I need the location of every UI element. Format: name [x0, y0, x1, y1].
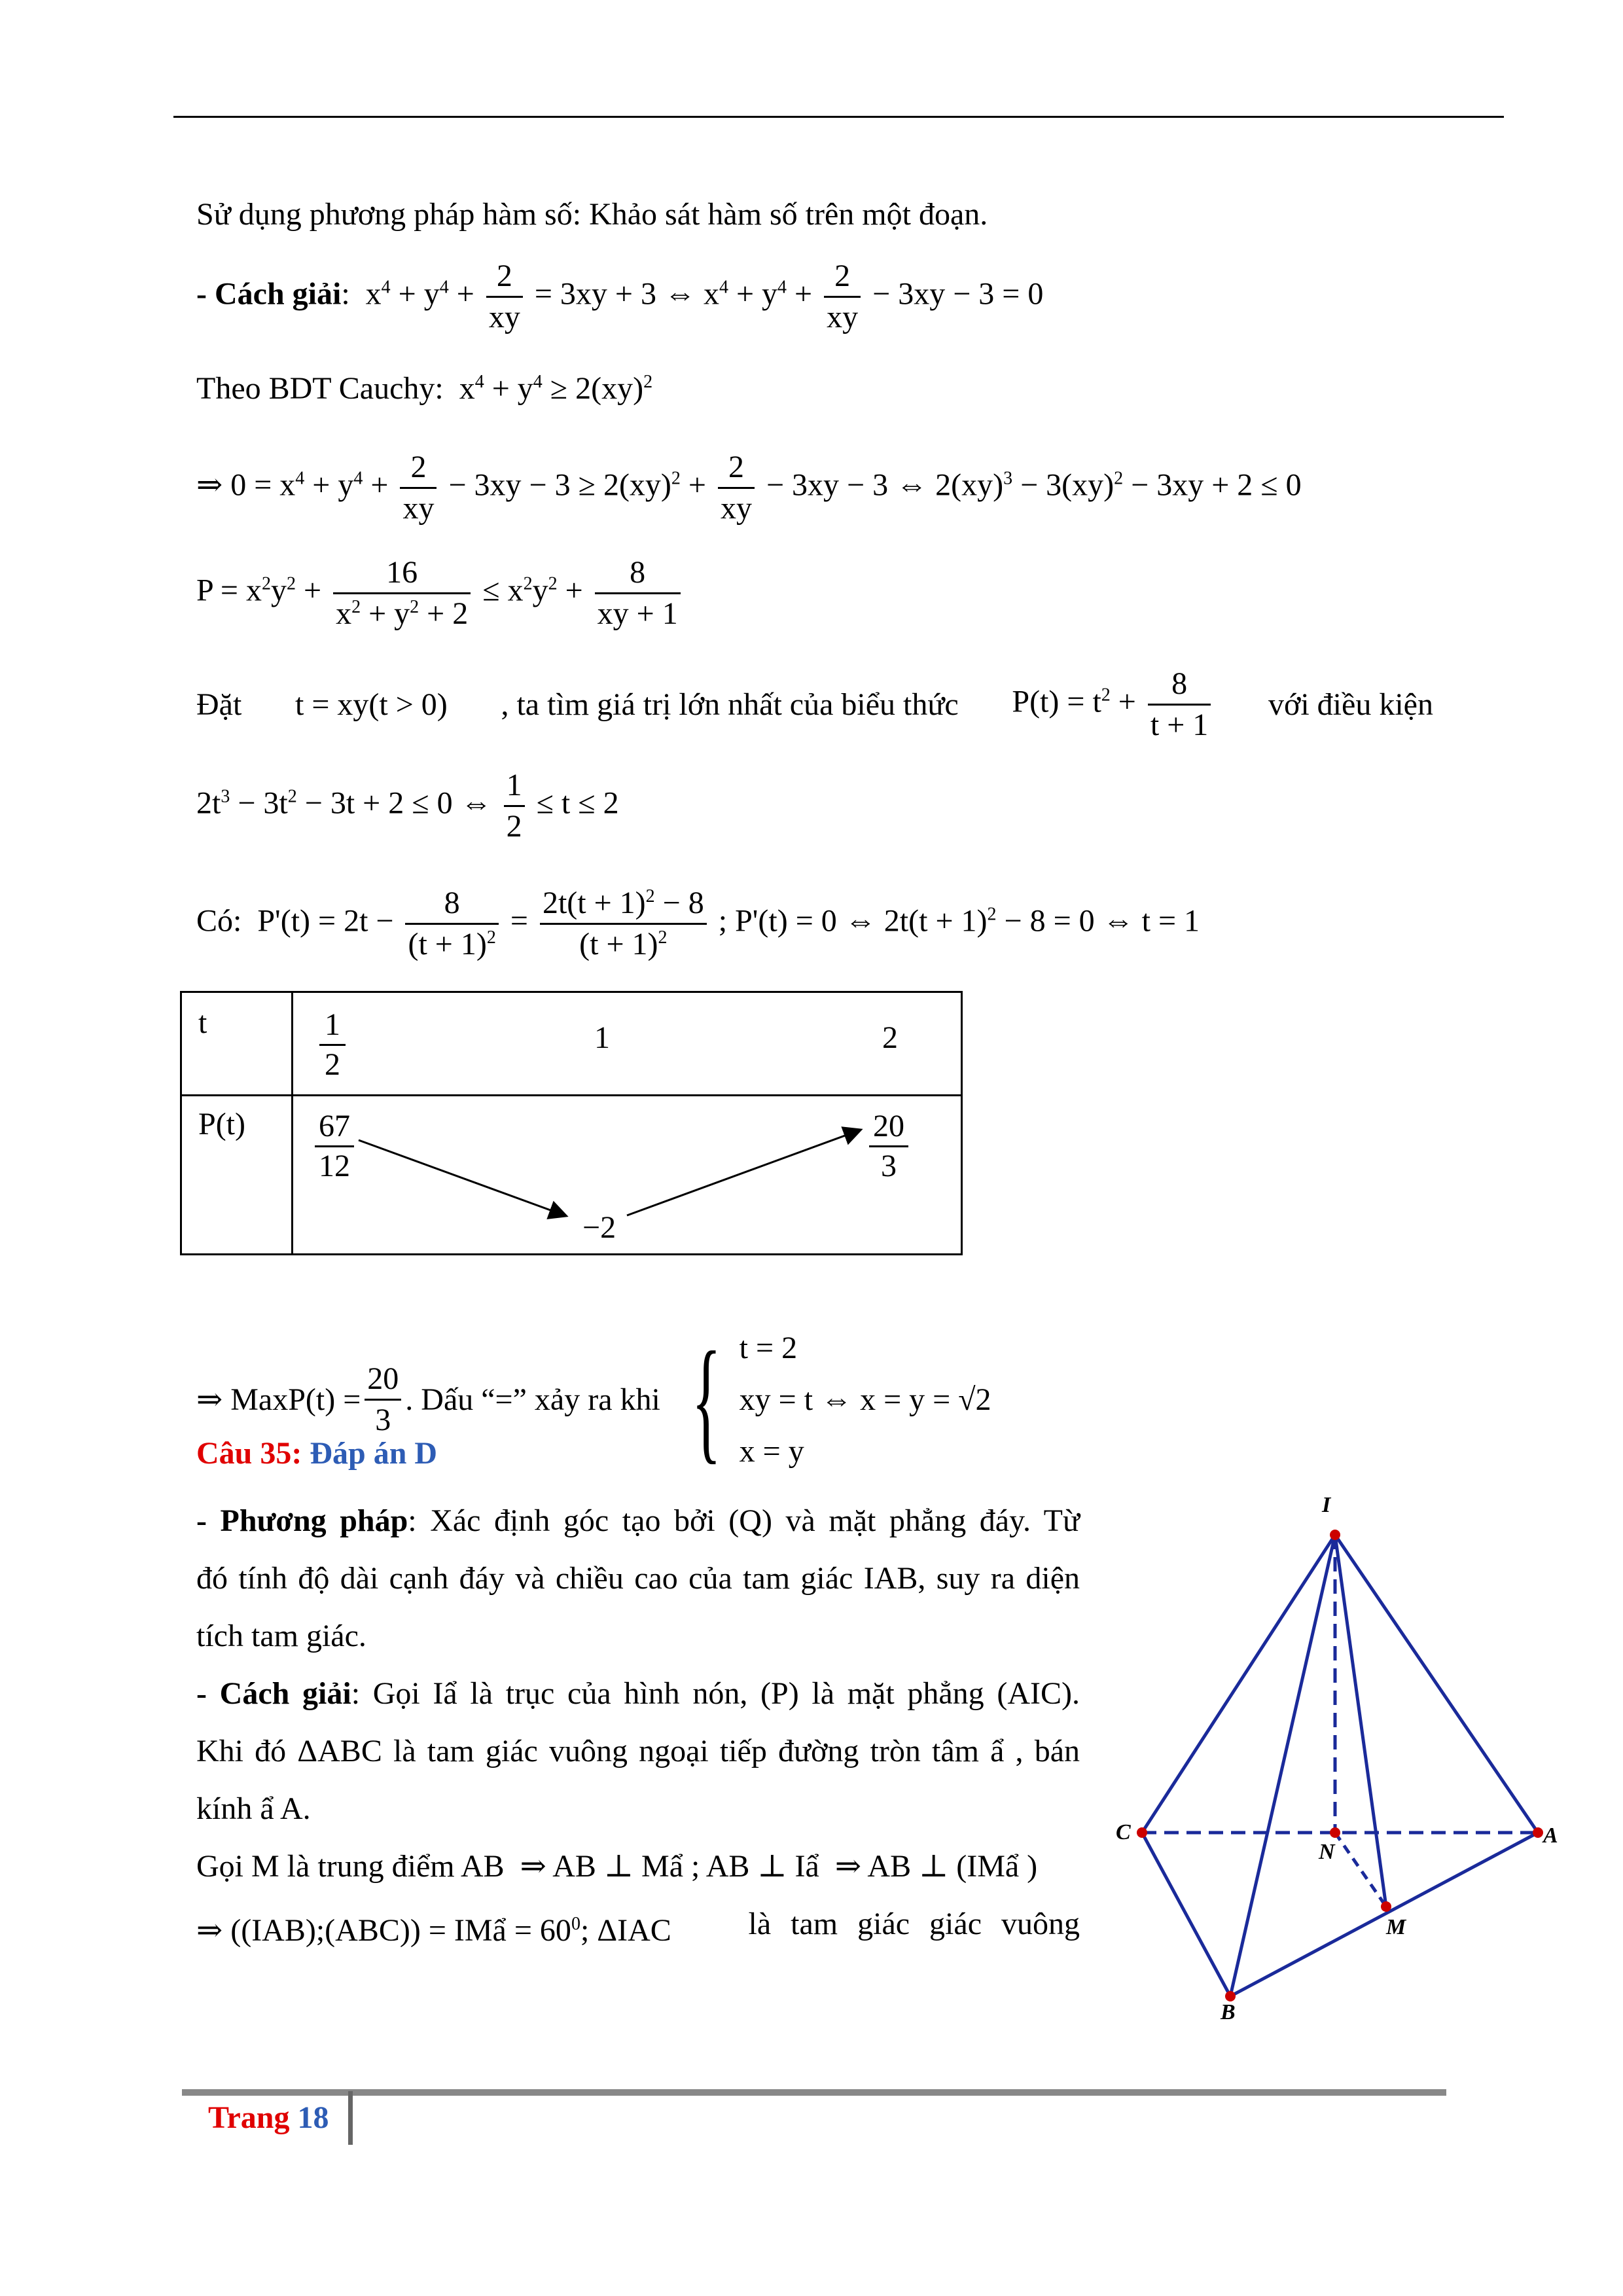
- decreasing-arrow: [359, 1140, 565, 1215]
- p-line: $P = x^2y^2$ + $\frac{16}{x^2 + y^2 + 2}$ ≤ $x^2y^2$ + $\frac{8}{xy + 1}$: [196, 553, 685, 634]
- point-m: [1381, 1901, 1391, 1912]
- goi-m: Gọi M là trung điểm AB: [196, 1849, 505, 1884]
- p-start-den: 12: [319, 1148, 350, 1183]
- cg-text1: : Gọi Iẩ là trục của hình nón, (P) là mặt phẳng (AIC).: [351, 1676, 1080, 1711]
- cach-giai-line: - Cách giải: $x^4 + y^4$ + $\frac{2}{xy}$ = 3xy + 3 ⇔ $x^4 + y^4$ + $\frac{2}{xy}$ − 3xy − 3 = 0: [196, 257, 1043, 337]
- increasing-arrow: [627, 1130, 859, 1215]
- p-mid: −2: [582, 1210, 616, 1245]
- cg-text3: kính ẩ A.: [196, 1791, 311, 1826]
- point-c: [1137, 1827, 1147, 1838]
- dat-line: Đặt t = xy(t > 0) , ta tìm giá trị lớn nhất của biểu thức $P(t) = t^2$ + $\frac{8}{t + 1}$ với điều kiện: [196, 664, 1433, 745]
- last-tail: là tam giác giác vuông: [748, 1907, 1080, 1941]
- label-m: M: [1386, 1915, 1406, 1939]
- variation-table: [180, 991, 963, 1255]
- dat-mid: , ta tìm giá trị lớn nhất của biểu thức: [501, 687, 959, 722]
- edge-ba: [1230, 1833, 1538, 1996]
- question-35-answer: Đáp án D: [310, 1436, 438, 1471]
- point-a: [1533, 1827, 1543, 1838]
- cg-label: - Cách giải: [196, 1676, 351, 1711]
- cg-text2: Khi đó ΔABC là tam giác vuông ngoại tiếp đường tròn tâm ẩ , bán: [196, 1734, 1080, 1768]
- derivative-line: Có: P'(t) = 2t − $\frac{8}{(t + 1)^2}$ = $\frac{2t(t + 1)^2 - 8}{(t + 1)^2}$ ; P'(t) = 0 ⇔ $2t(t + 1)^2 - 8 = 0$ ⇔ t = 1: [196, 884, 1200, 964]
- pp-text2: đó tính độ dài cạnh đáy và chiều cao của tam giác IAB, suy ra diện: [196, 1561, 1080, 1596]
- point-n: [1330, 1827, 1340, 1838]
- p-end-den: 3: [881, 1148, 897, 1183]
- cach-giai-label: - Cách giải: [196, 276, 342, 312]
- footer-label: Trang: [208, 2100, 290, 2135]
- t-start-den: 2: [325, 1047, 340, 1082]
- variation-arrows: [182, 993, 961, 1253]
- max-text: . Dấu “=” xảy ra khi: [405, 1382, 660, 1417]
- co-label: Có:: [196, 903, 242, 939]
- implication-line: ⇒ $0 = x^4 + y^4$ + $\frac{2}{xy}$ − 3xy − 3 ≥ 2(xy)$^2$ + $\frac{2}{xy}$ − 3xy − 3 ⇔ 2(xy)$^3$ − 3(xy)$^2$ − 3xy + 2 ≤ 0: [196, 448, 1302, 528]
- pp-text1: : Xác định góc tạo bởi (Q) và mặt phẳng đáy. Từ: [408, 1503, 1080, 1538]
- edge-im: [1335, 1535, 1386, 1907]
- footer-rule: [182, 2089, 1446, 2096]
- method-paragraph: - Phương pháp: Xác định góc tạo bởi (Q) và mặt phẳng đáy. Từ đó tính độ dài cạnh đáy và chiều cao của tam giác IAB, suy ra diện tích tam giác. - Cách giải: Gọi Iẩ là trục của hình nón, (P) là mặt phẳng (AIC). Khi đó ΔABC là tam giác vuông ngoại tiếp đường tròn tâm ẩ , bán kính ẩ A. Gọi M là trung điểm AB ⇒ AB ⊥ Mẩ ; AB ⊥ Iẩ ⇒ AB ⊥ (IMẩ ) ⇒ ((IAB);(ABC)) = IMẩ = $60^0$; ΔIAC là tam giác giác vuông: [196, 1492, 1080, 1960]
- label-b: B: [1221, 2000, 1236, 2024]
- pp-label: - Phương pháp: [196, 1503, 408, 1538]
- t-mid: 1: [594, 1020, 610, 1055]
- pp-text3: tích tam giác.: [196, 1619, 366, 1653]
- condition-line: $2t^3 - 3t^2 - 3t + 2 \le 0$ ⇔ $\frac{1}{2}$ ≤ t ≤ 2: [196, 766, 619, 846]
- p-start-num: 67: [315, 1107, 354, 1147]
- question-35-title: Câu 35:: [196, 1436, 302, 1471]
- label-a: A: [1543, 1823, 1558, 1848]
- cauchy-label: Theo BDT Cauchy:: [196, 371, 444, 406]
- table-header-t: t: [198, 1005, 207, 1040]
- pyramid-figure: [1106, 1486, 1558, 2024]
- edge-ib: [1230, 1535, 1335, 1996]
- dat-end: với điều kiện: [1268, 687, 1433, 722]
- edge-ia: [1335, 1535, 1538, 1833]
- dat-label: Đặt: [196, 687, 242, 722]
- row-label-pt: P(t): [198, 1107, 245, 1141]
- t-end: 2: [882, 1020, 898, 1055]
- footer-divider: [348, 2091, 353, 2145]
- edge-ic: [1142, 1535, 1335, 1833]
- label-i: I: [1322, 1493, 1331, 1517]
- header-rule: [173, 116, 1504, 118]
- question-35-heading: [196, 1438, 437, 1469]
- max-line: ⇒ MaxP(t) = $\frac{20}{3}$ . Dấu “=” xảy ra khi { t = 2 xy = t ⇔ x = y = √2 x = y: [196, 1323, 991, 1476]
- cauchy-line: Theo BDT Cauchy: $x^4 + y^4 \ge 2(xy)^2$: [196, 371, 653, 406]
- footer-page: [208, 2102, 329, 2134]
- intro-text: Sử dụng phương pháp hàm số: Khảo sát hàm số trên một đoạn.: [196, 197, 988, 232]
- t-start-num: 1: [319, 1006, 346, 1046]
- footer-number: 18: [297, 2100, 329, 2135]
- point-i: [1330, 1530, 1340, 1540]
- label-n: N: [1319, 1840, 1335, 1864]
- p-end-num: 20: [869, 1107, 908, 1147]
- edge-cb: [1142, 1833, 1230, 1996]
- label-c: C: [1116, 1820, 1131, 1844]
